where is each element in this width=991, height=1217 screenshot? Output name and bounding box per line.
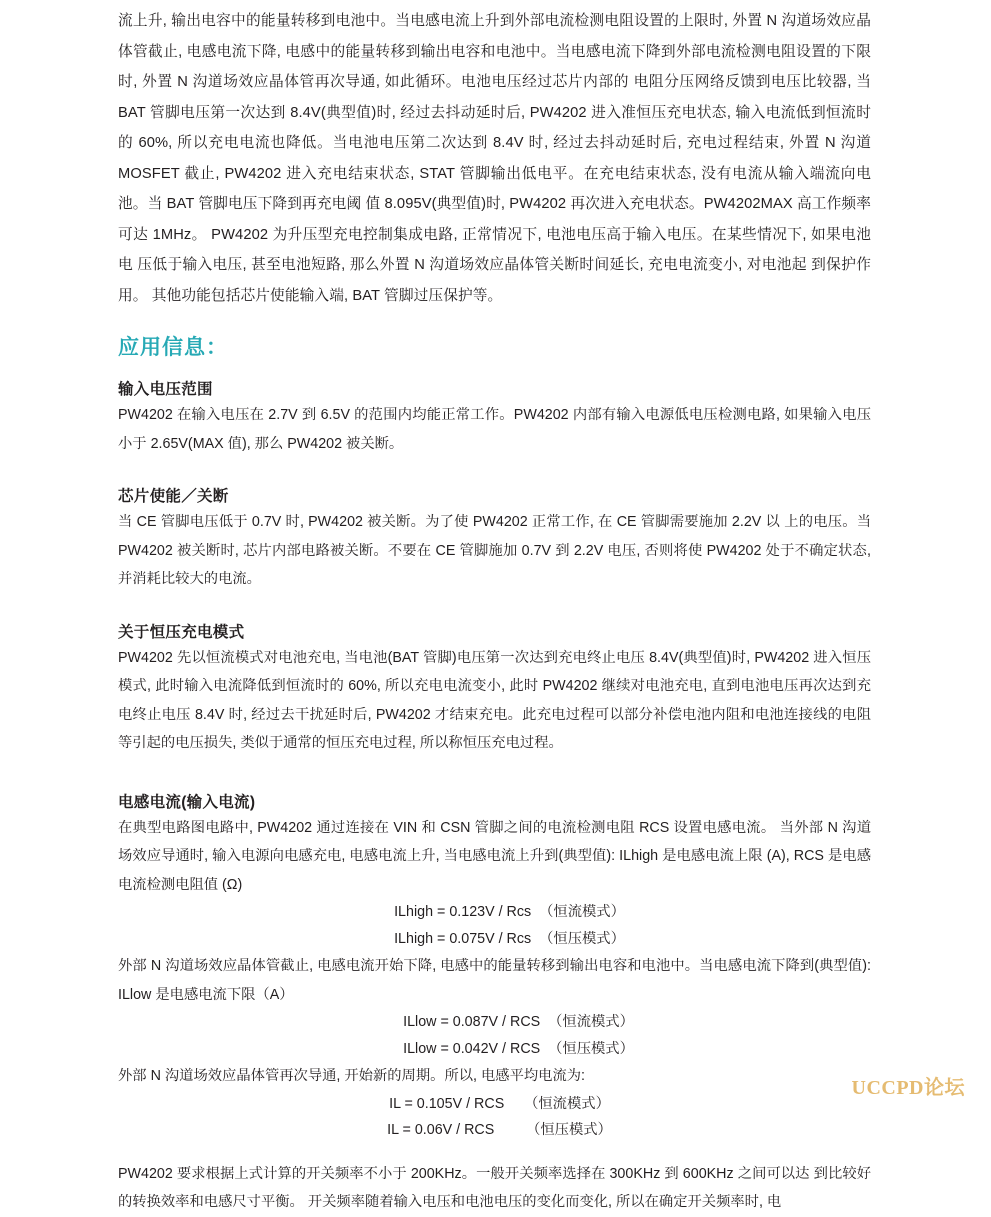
spacer <box>118 458 871 468</box>
subsection-title-inductor-current: 电感电流(输入电流) <box>118 793 256 811</box>
spacer <box>118 758 871 774</box>
subsection-body-constant-voltage-mode: PW4202 先以恒流模式对电池充电, 当电池(BAT 管脚)电压第一次达到充电终止电压 8.4V(典型值)时, PW4202 进入恒压模式, 此时输入电流降低到恒流时的 60%, 所以充电电流变小, 此时 PW4202 继续对电池充电, 直到电池电压再次达到充电终止电压 8.4V 时, 经过去干扰延时后, PW4202 才结束充电。此充电过程可以部分补偿电池内阻和电池连接线的电阻等引起的电压损失, 类似于通常的恒压充电过程, 所以称恒压充电过程。 <box>118 649 871 751</box>
formula-il-avg-cc: IL = 0.105V / RCS （恒流模式） <box>389 1095 610 1112</box>
formula-ilhigh-cv: ILhigh = 0.075V / Rcs （恒压模式） <box>394 930 625 947</box>
subsection-body-inductor-current-4: PW4202 要求根据上式计算的开关频率不小于 200KHz。一般开关频率选择在 300KHz 到 600KHz 之间可以达 到比较好的转换效率和电感尺寸平衡。 开关频率随着输入电压和电池电压的变化而变化, 所以在确定开关频率时, 电 <box>118 1165 871 1210</box>
formula-illow-cv: ILlow = 0.042V / RCS （恒压模式） <box>403 1040 634 1057</box>
application-info-heading: 应用信息： <box>118 336 228 359</box>
spacer <box>118 594 871 604</box>
intro-paragraph: 流上升, 输出电容中的能量转移到电池中。当电感电流上升到外部电流检测电阻设置的上限时, 外置 N 沟道场效应晶体管截止, 电感电流下降, 电感中的能量转移到输出电容和电池中。当电感电流下降到外部电流检测电阻设置的下限时, 外置 N 沟道场效应晶体管再次导通, 如此循环。电池电压经过芯片内部的 电阻分压网络反馈到电压比较器, 当 BAT 管脚电压第一次达到 8.4V(典型值)时, 经过去抖动延时后, PW4202 进入准恒压充电状态, 输入电流低到恒流时的 60%, 所以充电电流也降低。当电池电压第二次达到 8.4V 时, 经过去抖动延时后, 充电过程结束, 外置 N 沟道 MOSFET 截止, PW4202 进入充电结束状态, STAT 管脚输出低电平。在充电结束状态, 没有电流从输入端流向电池。当 BAT 管脚电压下降到再充电阈 值 8.095V(典型值)时, PW4202 再次进入充电状态。PW4202MAX 高工作频率可达 1MHz。 PW4202 为升压型充电控制集成电路, 正常情况下, 电池电压高于输入电压。在某些情况下, 如果电池电 压低于输入电压, 甚至电池短路, 那么外置 N 沟道场效应晶体管关断时间延长, 充电电流变小, 对电池起 到保护作用。 其他功能包括芯片使能输入端, BAT 管脚过压保护等。 <box>118 13 871 304</box>
subsection-body-inductor-current-1: 在典型电路图电路中, PW4202 通过连接在 VIN 和 CSN 管脚之间的电流检测电阻 RCS 设置电感电流。 当外部 N 沟道场效应导通时, 输入电源向电感充电, 电感电流上升, 当电感电流上升到(典型值): ILhigh 是电感电流上限 (A), RCS 是电感电流检测电阻值 (Ω) <box>118 819 871 893</box>
formula-illow-cc: ILlow = 0.087V / RCS （恒流模式） <box>403 1014 634 1030</box>
spacer <box>118 1144 871 1160</box>
watermark: UCCPD论坛 <box>851 1077 965 1099</box>
subsection-title-chip-enable-shutdown: 芯片使能／关断 <box>118 488 229 505</box>
subsection-body-inductor-current-3: 外部 N 沟道场效应晶体管再次导通, 开始新的周期。所以, 电感平均电流为: <box>118 1068 586 1084</box>
formula-ilhigh-cc: ILhigh = 0.123V / Rcs （恒流模式） <box>394 904 625 920</box>
subsection-body-inductor-current-2: 外部 N 沟道场效应晶体管截止, 电感电流开始下降, 电感中的能量转移到输出电容和电池中。当电感电流下降到(典型值): ILlow 是电感电流下限（A） <box>118 958 871 1003</box>
subsection-title-constant-voltage-mode: 关于恒压充电模式 <box>118 623 245 641</box>
subsection-title-input-voltage-range: 输入电压范围 <box>118 381 213 398</box>
subsection-body-chip-enable-shutdown: 当 CE 管脚电压低于 0.7V 时, PW4202 被关断。为了使 PW4202 正常工作, 在 CE 管脚需要施加 2.2V 以 上的电压。当 PW4202 被关断时, 芯片内部电路被关断。不要在 CE 管脚施加 0.7V 到 2.2V 电压, 否则将使 PW4202 处于不确定状态, 并消耗比较大的电流。 <box>118 514 871 587</box>
formula-il-avg-cv: IL = 0.06V / RCS （恒压模式） <box>387 1122 612 1138</box>
subsection-body-input-voltage-range: PW4202 在输入电压在 2.7V 到 6.5V 的范围内均能正常工作。PW4202 内部有输入电源低电压检测电路, 如果输入电压小于 2.65V(MAX 值), 那么 PW4202 被关断。 <box>118 407 871 452</box>
